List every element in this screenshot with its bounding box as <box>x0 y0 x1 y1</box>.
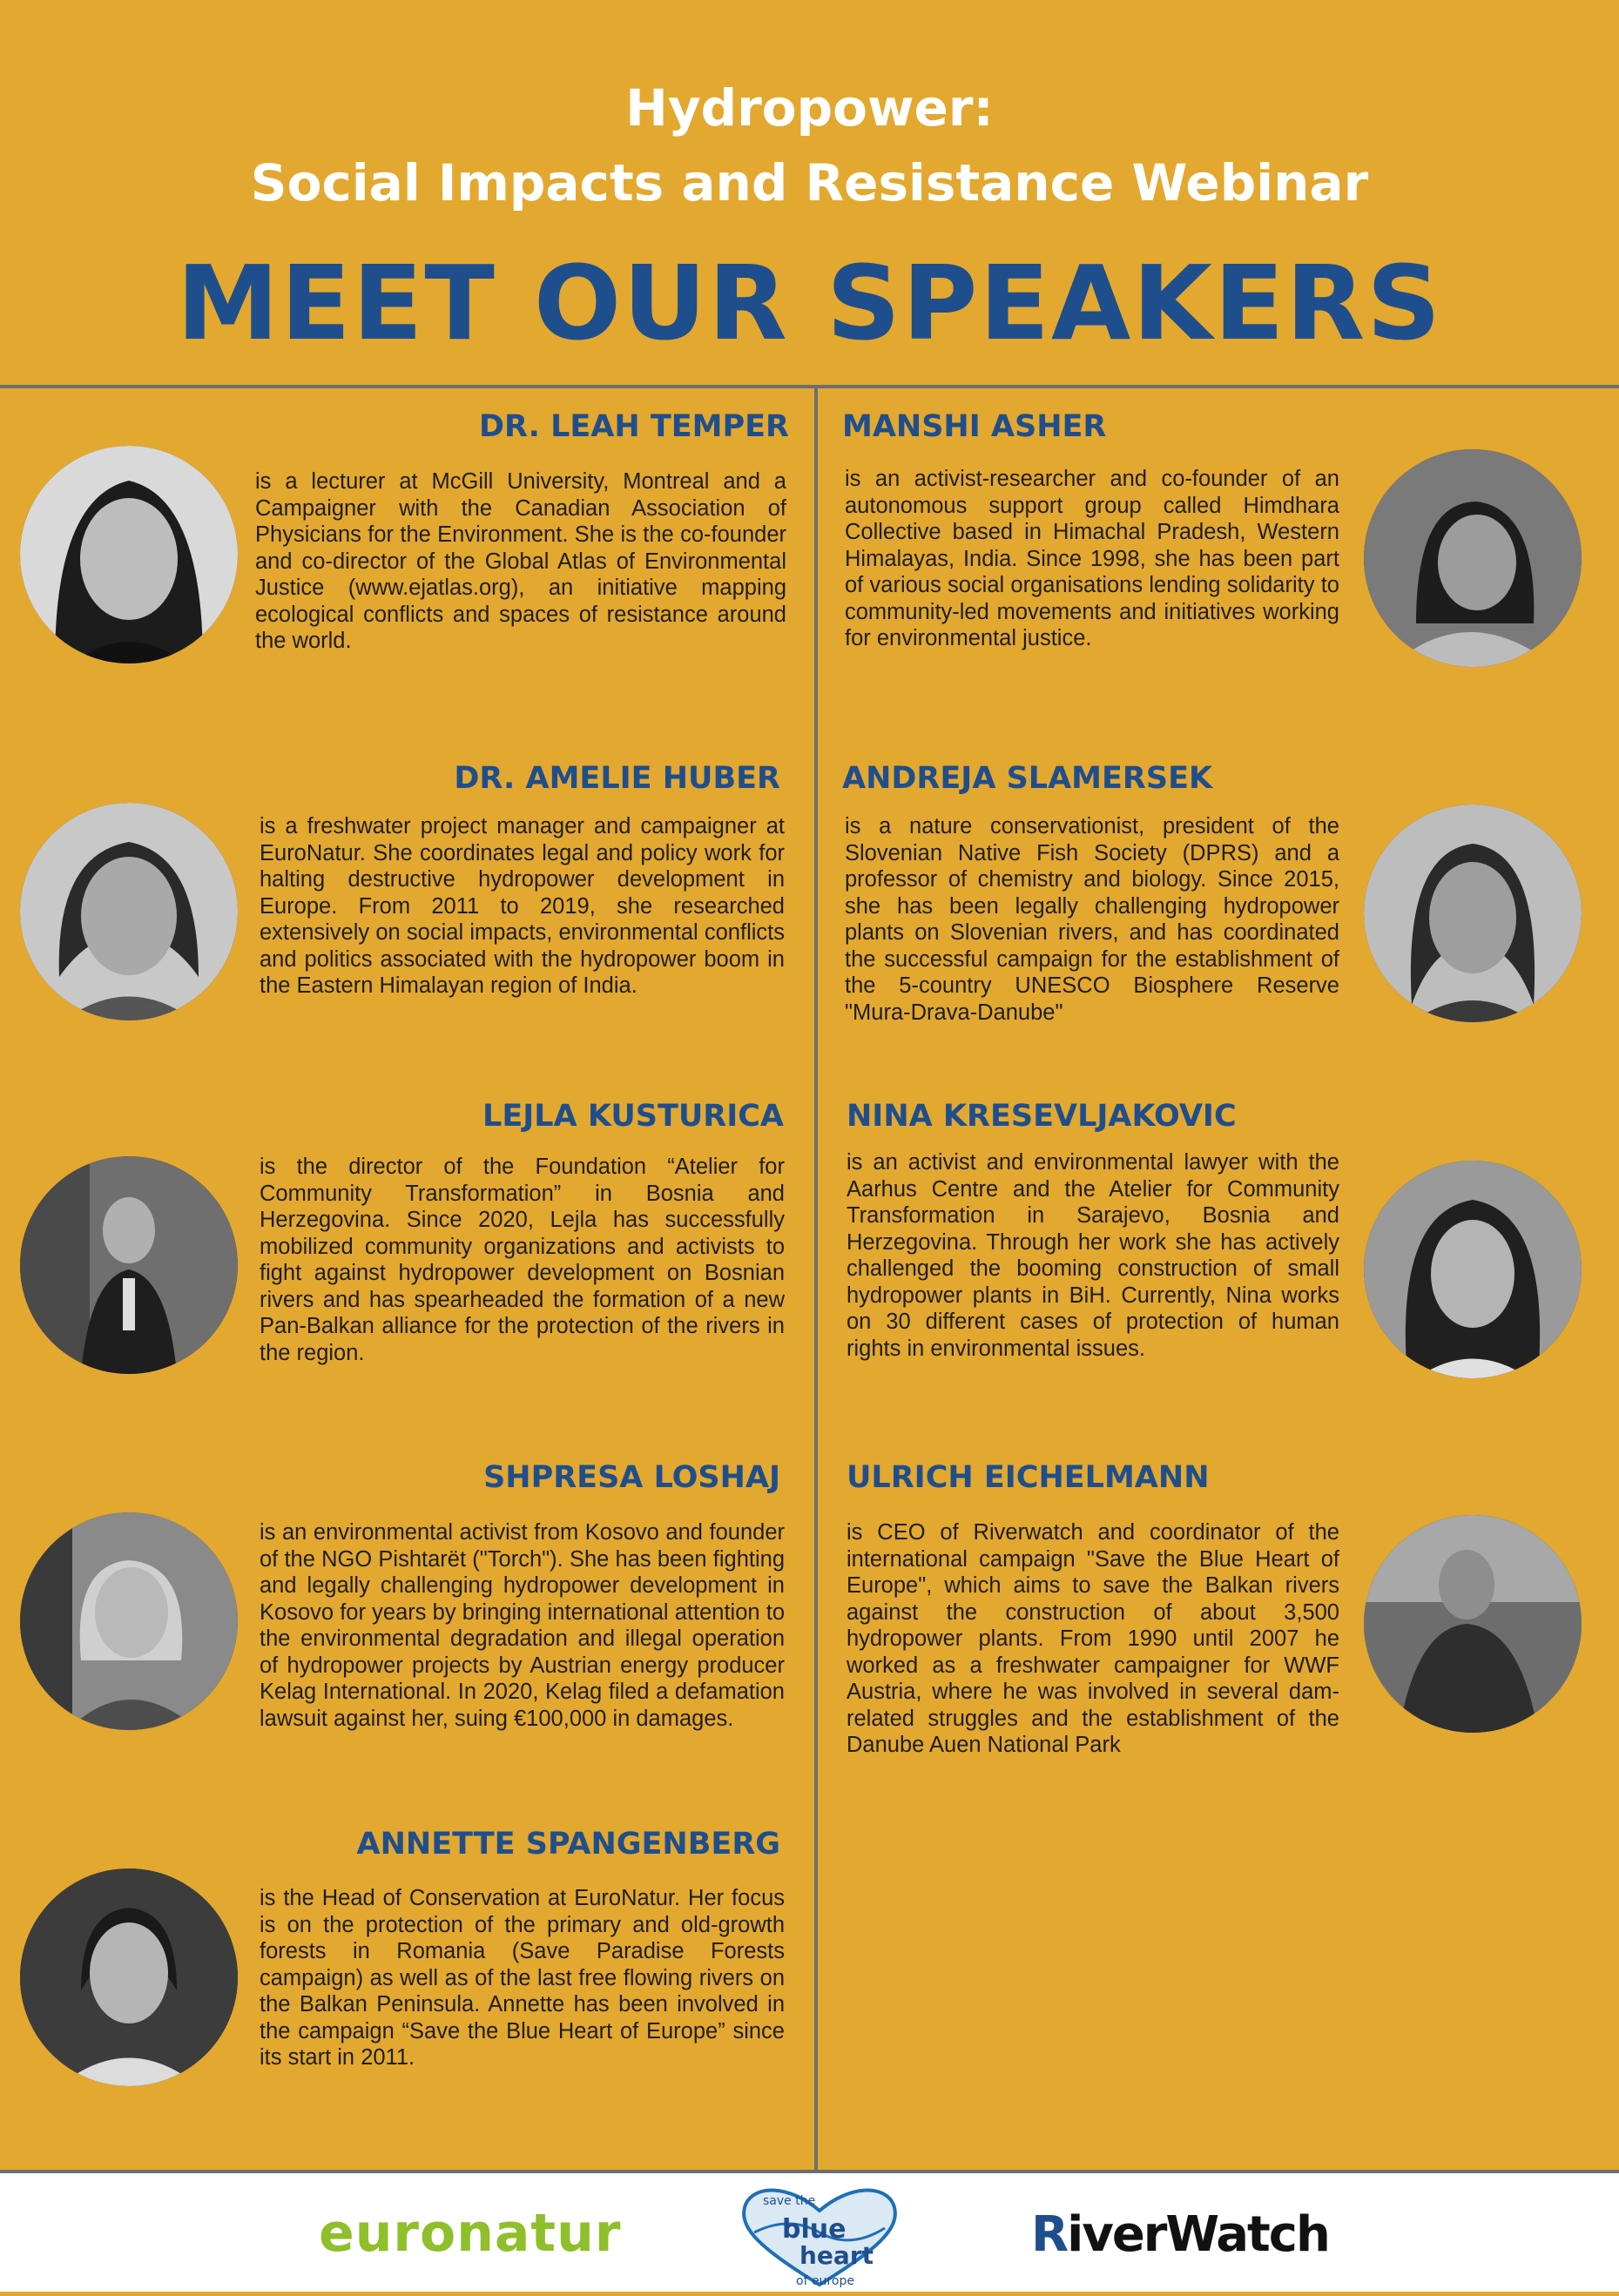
page-headline: MEET OUR SPEAKERS <box>176 243 1443 363</box>
riverwatch-logo-r: R <box>1031 2206 1068 2263</box>
portrait-placeholder-icon <box>1364 805 1582 1022</box>
blueheart-line-1: save the <box>763 2194 816 2208</box>
portrait-placeholder-icon <box>20 803 238 1020</box>
portrait-placeholder-icon <box>20 1868 238 2086</box>
speaker-name: MANSHI ASHER <box>842 409 1107 444</box>
page-header <box>0 0 1619 385</box>
speaker-bio: is an activist and environmental lawyer with the Aarhus Centre and the Atelier for Community Transformation in Sarajevo, Bosnia and Herzegovina. Through her work she has actively challenged the booming construction of small hydropower plants in BiH. Currently, Nina works on 30 different cases of protection of human rights in environmental issues. <box>847 1150 1339 1361</box>
blueheart-line-2: blue <box>782 2214 847 2245</box>
header-divider <box>0 385 1619 388</box>
portrait-placeholder-icon <box>1364 1161 1582 1378</box>
speaker-bio: is a nature conservationist, president of the Slovenian Native Fish Society (DPRS) and a professor of chemistry and biology. Since 2015, she has been legally challenging hydropower plants on Slovenian rivers, and has coordinated the successful campaign for the establishment of the 5-country UNESCO Biosphere Reserve "Mura-Drava-Danube" <box>845 814 1339 1025</box>
portrait-placeholder-icon <box>20 1156 238 1374</box>
speaker-bio: is a lecturer at McGill University, Montreal and a Campaigner with the Canadian Association of Physicians for the Environment. She is the co-founder and co-director of the Global Atlas of Environmental Justice (www.ejatlas.org), an initiative mapping ecological conflicts and spaces of resistance around the world. <box>255 469 786 653</box>
speaker-photo <box>1364 1515 1582 1733</box>
speaker-photo <box>20 803 238 1020</box>
speaker-name: NINA KRESEVLJAKOVIC <box>847 1099 1237 1134</box>
speaker-name: LEJLA KUSTURICA <box>482 1099 784 1134</box>
riverwatch-logo <box>1031 2206 1329 2263</box>
speaker-bio: is the director of the Foundation “Atelier for Community Transformation” in Bosnia and Herzegovina. Since 2020, Lejla has successfully mobilized community organizations and activists to fight against hydropower development on Bosnian rivers and has spearheaded the formation of a new Pan-Balkan alliance for the protection of the rivers in the region. <box>260 1155 785 1365</box>
speaker-name: DR. AMELIE HUBER <box>454 761 780 796</box>
speaker-bio: is an environmental activist from Kosovo and founder of the NGO Pishtarët ("Torch"). She has been fighting and legally challenging hydropower development in Kosovo for years by bringing international attention to the environmental degradation and illegal operation of hydropower projects by Austrian energy producer Kelag International. In 2020, Kelag filed a defamation lawsuit against her, suing €100,000 in damages. <box>260 1520 785 1731</box>
speaker-name: DR. LEAH TEMPER <box>478 409 789 444</box>
portrait-placeholder-icon <box>1364 1515 1582 1733</box>
speaker-photo <box>1364 449 1582 667</box>
column-divider <box>814 388 818 2170</box>
portrait-placeholder-icon <box>20 446 238 663</box>
blueheart-line-4: of europe <box>796 2274 854 2288</box>
speaker-bio: is a freshwater project manager and campaigner at EuroNatur. She coordinates legal and policy work for halting destructive hydropower development in Europe. From 2011 to 2019, she researched extensively on social impacts, environmental conflicts and politics associated with the hydropower boom in the Eastern Himalayan region of India. <box>260 814 785 998</box>
speaker-bio: is an activist-researcher and co-founder of an autonomous support group called Himdhara Collective based in Himachal Pradesh, Western Himalayas, India. Since 1998, she has been part of various social organisations lending solidarity to community-led movements and initiatives working for environmental justice. <box>845 467 1339 650</box>
webinar-title-line2: Social Impacts and Resistance Webinar <box>250 153 1369 212</box>
speaker-name: ANDREJA SLAMERSEK <box>842 761 1213 796</box>
speaker-bio: is the Head of Conservation at EuroNatur. Her focus is on the protection of the primary and old-growth forests in Romania (Save Paradise Forests campaign) as well as of the last free flowing rivers on the Balkan Peninsula. Annette has been involved in the campaign “Save the Blue Heart of Europe” since its start in 2011. <box>260 1886 785 2070</box>
blue-heart-of-europe-logo <box>728 2180 911 2292</box>
webinar-title-line1: Hydropower: <box>625 78 994 138</box>
speaker-photo <box>20 1156 238 1374</box>
blue-heart-icon <box>728 2180 911 2292</box>
portrait-placeholder-icon <box>20 1512 238 1730</box>
speaker-photo <box>20 1512 238 1730</box>
sponsor-footer <box>0 2170 1619 2292</box>
euronatur-logo: euronatur <box>319 2203 622 2264</box>
speaker-photo <box>1364 805 1582 1022</box>
speaker-photo <box>20 1868 238 2086</box>
speaker-photo <box>1364 1161 1582 1378</box>
riverwatch-logo-text: iverWatch <box>1067 2206 1329 2263</box>
speaker-name: ULRICH EICHELMANN <box>847 1460 1210 1495</box>
speaker-name: SHPRESA LOSHAJ <box>483 1460 780 1495</box>
speaker-bio: is CEO of Riverwatch and coordinator of the international campaign "Save the Blue Heart of Europe", which aims to save the Balkan rivers against the construction of about 3,500 hydropower plants. From 1990 until 2007 he worked as a freshwater campaigner for WWF Austria, where he was involved in several dam-related struggles and the establishment of the Danube Auen National Park <box>847 1520 1339 1757</box>
speaker-photo <box>20 446 238 663</box>
blueheart-line-3: heart <box>799 2241 874 2270</box>
portrait-placeholder-icon <box>1364 449 1582 667</box>
speaker-name: ANNETTE SPANGENBERG <box>356 1827 780 1862</box>
